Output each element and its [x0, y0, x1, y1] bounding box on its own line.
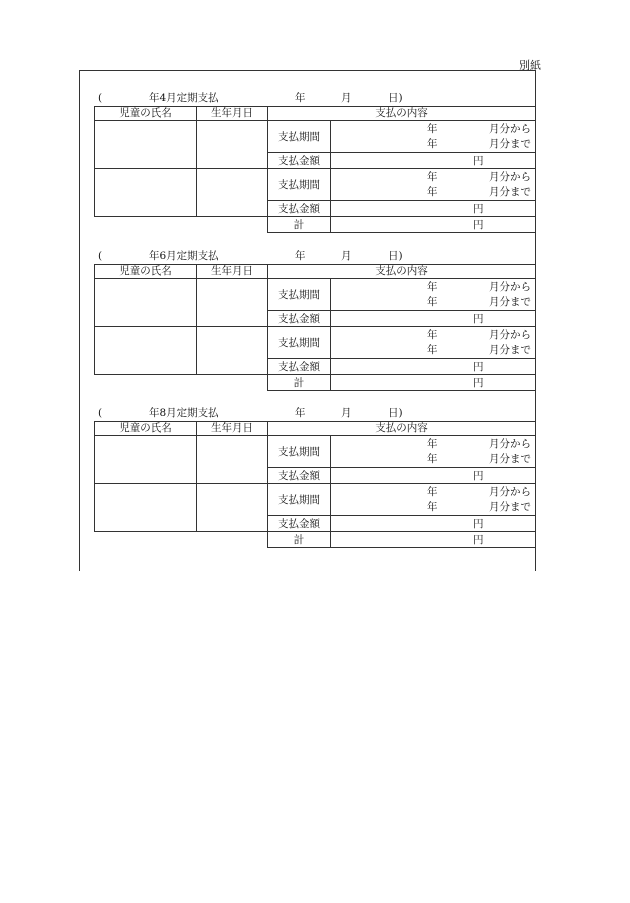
- period-year-to: 年: [427, 186, 438, 198]
- period-year-to: 年: [427, 453, 438, 465]
- section-heading: [94, 91, 535, 106]
- birth-date-cell[interactable]: [197, 436, 268, 484]
- child-name-cell[interactable]: [95, 327, 197, 375]
- heading-month: 月: [341, 250, 352, 262]
- period-month-to: 月分まで: [489, 344, 531, 356]
- child-name-cell[interactable]: [95, 484, 197, 532]
- period-cell[interactable]: [331, 327, 536, 359]
- period-month-to: 月分まで: [489, 138, 531, 150]
- child-name-cell[interactable]: [95, 121, 197, 169]
- heading-title: 年8月定期支払: [149, 407, 219, 419]
- amount-label: 支払金額: [268, 201, 331, 217]
- heading-month: 月: [341, 92, 352, 104]
- birth-date-cell[interactable]: [197, 121, 268, 169]
- period-year-to: 年: [427, 501, 438, 513]
- birth-date-cell[interactable]: [197, 279, 268, 327]
- total-label: 計: [268, 375, 331, 391]
- period-cell[interactable]: [331, 484, 536, 516]
- amount-cell[interactable]: 円: [331, 311, 536, 327]
- blank-cell: [95, 532, 268, 548]
- amount-cell[interactable]: 円: [331, 468, 536, 484]
- payment-table: [94, 106, 536, 233]
- amount-cell[interactable]: 円: [331, 153, 536, 169]
- period-cell[interactable]: [331, 169, 536, 201]
- period-month-from: 月分から: [489, 486, 531, 498]
- section-heading: [94, 249, 535, 264]
- heading-month: 月: [341, 407, 352, 419]
- total-amount-cell[interactable]: 円: [331, 217, 536, 233]
- header-payment-content: 支払の内容: [268, 107, 536, 121]
- heading-day: 日): [388, 250, 403, 262]
- payment-section-june: [94, 249, 535, 391]
- payment-section-april: [94, 91, 535, 233]
- heading-day: 日): [388, 92, 403, 104]
- heading-day: 日): [388, 407, 403, 419]
- heading-open-paren: (: [98, 250, 103, 262]
- period-month-from: 月分から: [489, 123, 531, 135]
- period-month-to: 月分まで: [489, 296, 531, 308]
- period-label: 支払期間: [268, 327, 331, 359]
- period-year-from: 年: [427, 123, 438, 135]
- period-label: 支払期間: [268, 121, 331, 153]
- period-month-from: 月分から: [489, 281, 531, 293]
- payment-section-august: [94, 406, 535, 548]
- header-child-name: 児童の氏名: [95, 265, 197, 279]
- amount-cell[interactable]: 円: [331, 359, 536, 375]
- heading-year: 年: [295, 250, 306, 262]
- period-month-to: 月分まで: [489, 453, 531, 465]
- header-birth-date: 生年月日: [197, 422, 268, 436]
- header-child-name: 児童の氏名: [95, 422, 197, 436]
- heading-year: 年: [295, 407, 306, 419]
- period-year-to: 年: [427, 344, 438, 356]
- heading-open-paren: (: [98, 407, 103, 419]
- section-heading: [94, 406, 535, 421]
- period-year-from: 年: [427, 486, 438, 498]
- header-child-name: 児童の氏名: [95, 107, 197, 121]
- period-year-from: 年: [427, 438, 438, 450]
- child-name-cell[interactable]: [95, 169, 197, 217]
- child-name-cell[interactable]: [95, 436, 197, 484]
- heading-open-paren: (: [98, 92, 103, 104]
- period-label: 支払期間: [268, 279, 331, 311]
- birth-date-cell[interactable]: [197, 169, 268, 217]
- period-cell[interactable]: [331, 436, 536, 468]
- period-cell[interactable]: [331, 279, 536, 311]
- period-month-from: 月分から: [489, 438, 531, 450]
- heading-title: 年6月定期支払: [149, 250, 219, 262]
- period-year-to: 年: [427, 138, 438, 150]
- period-year-from: 年: [427, 171, 438, 183]
- payment-table: [94, 264, 536, 391]
- child-name-cell[interactable]: [95, 279, 197, 327]
- blank-cell: [95, 217, 268, 233]
- period-year-from: 年: [427, 329, 438, 341]
- amount-label: 支払金額: [268, 359, 331, 375]
- document-label: 別紙: [519, 59, 541, 72]
- amount-cell[interactable]: 円: [331, 516, 536, 532]
- header-birth-date: 生年月日: [197, 265, 268, 279]
- birth-date-cell[interactable]: [197, 327, 268, 375]
- payment-table: [94, 421, 536, 548]
- header-payment-content: 支払の内容: [268, 265, 536, 279]
- period-label: 支払期間: [268, 484, 331, 516]
- amount-cell[interactable]: 円: [331, 201, 536, 217]
- blank-cell: [95, 375, 268, 391]
- period-cell[interactable]: [331, 121, 536, 153]
- total-amount-cell[interactable]: 円: [331, 375, 536, 391]
- heading-title: 年4月定期支払: [149, 92, 219, 104]
- header-birth-date: 生年月日: [197, 107, 268, 121]
- amount-label: 支払金額: [268, 468, 331, 484]
- period-year-from: 年: [427, 281, 438, 293]
- period-month-from: 月分から: [489, 329, 531, 341]
- period-month-to: 月分まで: [489, 501, 531, 513]
- header-payment-content: 支払の内容: [268, 422, 536, 436]
- period-label: 支払期間: [268, 169, 331, 201]
- total-label: 計: [268, 532, 331, 548]
- total-amount-cell[interactable]: 円: [331, 532, 536, 548]
- amount-label: 支払金額: [268, 153, 331, 169]
- period-year-to: 年: [427, 296, 438, 308]
- period-label: 支払期間: [268, 436, 331, 468]
- heading-year: 年: [295, 92, 306, 104]
- period-month-from: 月分から: [489, 171, 531, 183]
- amount-label: 支払金額: [268, 311, 331, 327]
- period-month-to: 月分まで: [489, 186, 531, 198]
- amount-label: 支払金額: [268, 516, 331, 532]
- total-label: 計: [268, 217, 331, 233]
- birth-date-cell[interactable]: [197, 484, 268, 532]
